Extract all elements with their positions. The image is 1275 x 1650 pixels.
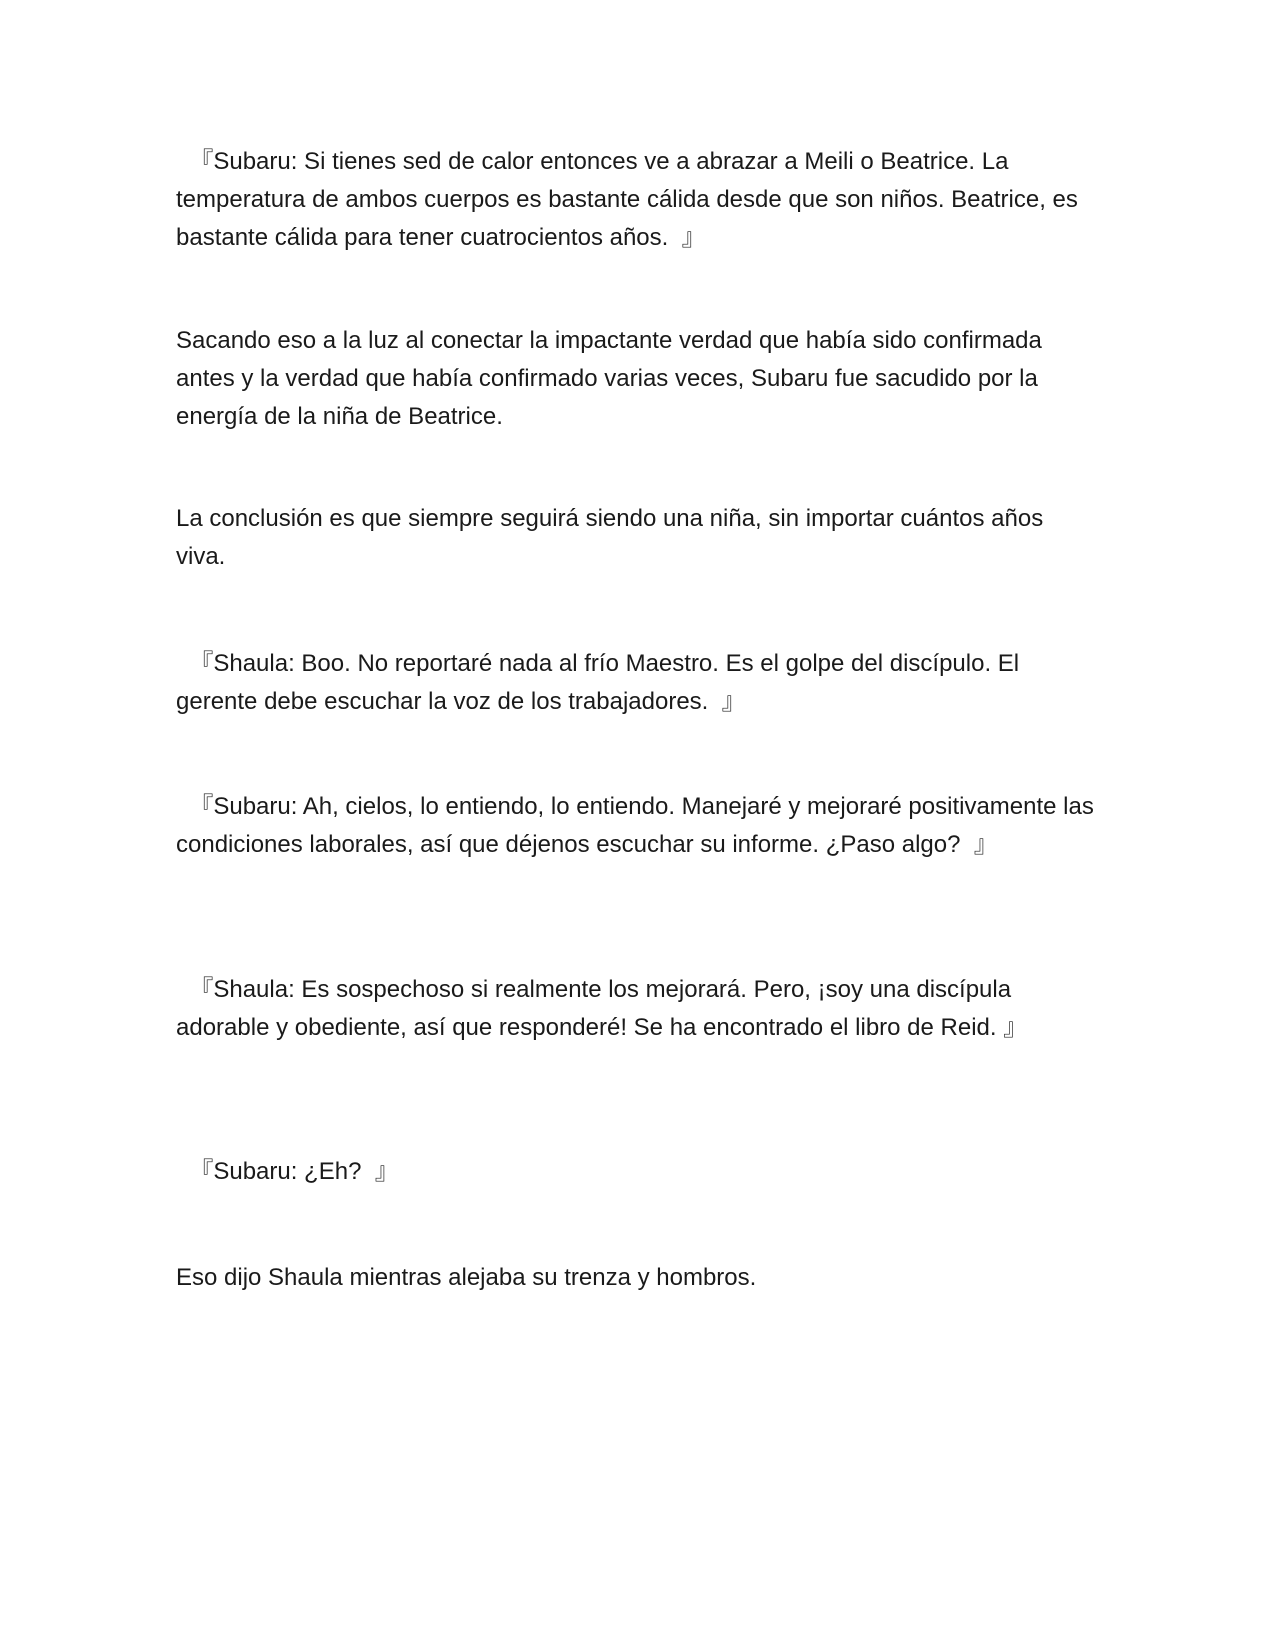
paragraph-narration-1: Sacando eso a la luz al conectar la impactante verdad que había sido confirmada antes y la verdad que había confirmado varias veces, Subaru fue sacudido por la energía de la niña de Beatrice.	[176, 327, 1049, 430]
paragraph-narration-3: Eso dijo Shaula mientras alejaba su trenza y hombros.	[176, 1264, 757, 1291]
paragraph-subaru-dialogue-1: 『Subaru: Si tienes sed de calor entonces ve a abrazar a Meili o Beatrice. La temperatura de ambos cuerpos es bastante cálida desde que son niños. Beatrice, es bastante cálida para tener cuatrocientos años. 』	[176, 148, 1085, 251]
paragraph-shaula-dialogue-2: 『Shaula: Es sospechoso si realmente los mejorará. Pero, ¡soy una discípula adorable y obediente, así que responderé! Se ha encontrado el libro de Reid. 』	[176, 976, 1028, 1041]
paragraph-shaula-dialogue-1: 『Shaula: Boo. No reportaré nada al frío Maestro. Es el golpe del discípulo. El gerente debe escuchar la voz de los trabajadores. 』	[176, 650, 1026, 715]
paragraph-narration-2: La conclusión es que siempre seguirá siendo una niña, sin importar cuántos años viva.	[176, 505, 1050, 570]
paragraph-subaru-dialogue-2: 『Subaru: Ah, cielos, lo entiendo, lo entiendo. Manejaré y mejoraré positivamente las condiciones laborales, así que déjenos escuchar su informe. ¿Paso algo? 』	[176, 793, 1101, 858]
paragraph-subaru-dialogue-3: 『Subaru: ¿Eh? 』	[176, 1158, 399, 1185]
